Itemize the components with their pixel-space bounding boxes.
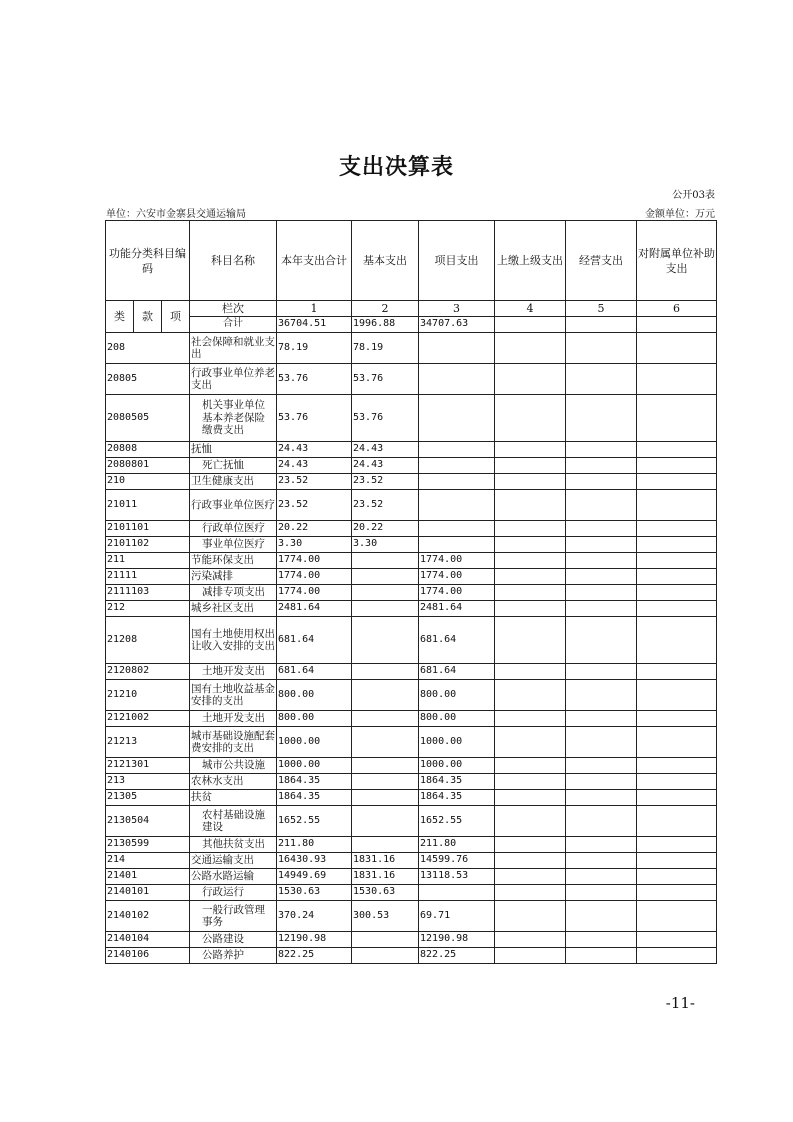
- row-name: 卫生健康支出: [190, 474, 277, 490]
- row-code: 20808: [106, 442, 190, 458]
- table-row: [106, 806, 717, 837]
- row-code: 212: [106, 601, 190, 617]
- col-number-4: 4: [495, 301, 566, 317]
- col-number-3: 3: [419, 301, 495, 317]
- row-total: 3.30: [277, 537, 352, 553]
- table-row: [106, 601, 717, 617]
- row-name: 事业单位医疗: [190, 537, 277, 553]
- row-project: 1774.00: [419, 585, 495, 601]
- header-project: 项目支出: [419, 221, 495, 301]
- table-row: [106, 664, 717, 680]
- row-business: [566, 806, 637, 837]
- row-business: [566, 758, 637, 774]
- row-subsidy: [637, 948, 717, 964]
- row-business: [566, 664, 637, 680]
- row-code: 2120802: [106, 664, 190, 680]
- row-business: [566, 601, 637, 617]
- row-basic: [352, 727, 419, 758]
- row-name: 行政单位医疗: [190, 521, 277, 537]
- row-upper: [495, 601, 566, 617]
- row-total: 23.52: [277, 474, 352, 490]
- row-subsidy: [637, 869, 717, 885]
- sum-row: [106, 317, 717, 333]
- row-subsidy: [637, 333, 717, 364]
- row-name: 抚恤: [190, 442, 277, 458]
- row-business: [566, 569, 637, 585]
- header-name: 科目名称: [190, 221, 277, 301]
- row-project: 1864.35: [419, 774, 495, 790]
- row-name: 公路水路运输: [190, 869, 277, 885]
- row-basic: 20.22: [352, 521, 419, 537]
- row-basic: [352, 553, 419, 569]
- table-row: [106, 474, 717, 490]
- row-name: 死亡抚恤: [190, 458, 277, 474]
- row-subsidy: [637, 932, 717, 948]
- row-code: 2140106: [106, 948, 190, 964]
- row-total: 1000.00: [277, 727, 352, 758]
- row-basic: [352, 948, 419, 964]
- table-row: [106, 458, 717, 474]
- row-name: 农林水支出: [190, 774, 277, 790]
- header-business: 经营支出: [566, 221, 637, 301]
- row-code: 21011: [106, 490, 190, 521]
- row-upper: [495, 521, 566, 537]
- row-subsidy: [637, 521, 717, 537]
- table-row: [106, 758, 717, 774]
- row-total: 16430.93: [277, 853, 352, 869]
- row-basic: 53.76: [352, 364, 419, 395]
- row-business: [566, 474, 637, 490]
- row-total: 78.19: [277, 333, 352, 364]
- row-subsidy: [637, 901, 717, 932]
- row-subsidy: [637, 490, 717, 521]
- row-basic: [352, 837, 419, 853]
- table-row: [106, 585, 717, 601]
- row-subsidy: [637, 885, 717, 901]
- row-business: [566, 727, 637, 758]
- table-row: [106, 333, 717, 364]
- row-name: 行政运行: [190, 885, 277, 901]
- row-business: [566, 553, 637, 569]
- row-basic: [352, 774, 419, 790]
- row-subsidy: [637, 853, 717, 869]
- header-xiang: 项: [162, 301, 190, 333]
- row-subsidy: [637, 680, 717, 711]
- row-name: 土地开发支出: [190, 664, 277, 680]
- row-name: 污染减排: [190, 569, 277, 585]
- row-business: [566, 585, 637, 601]
- row-code: 2080801: [106, 458, 190, 474]
- row-project: [419, 490, 495, 521]
- header-kuan: 款: [134, 301, 162, 333]
- row-total: 681.64: [277, 617, 352, 664]
- sum-total: 36704.51: [277, 317, 352, 333]
- row-project: 681.64: [419, 664, 495, 680]
- row-business: [566, 885, 637, 901]
- row-project: 800.00: [419, 680, 495, 711]
- row-total: 2481.64: [277, 601, 352, 617]
- row-upper: [495, 758, 566, 774]
- row-subsidy: [637, 537, 717, 553]
- row-upper: [495, 617, 566, 664]
- row-basic: 1831.16: [352, 853, 419, 869]
- row-project: 681.64: [419, 617, 495, 664]
- row-upper: [495, 932, 566, 948]
- row-name: 公路建设: [190, 932, 277, 948]
- col-number-5: 5: [566, 301, 637, 317]
- row-business: [566, 617, 637, 664]
- row-total: 370.24: [277, 901, 352, 932]
- row-business: [566, 333, 637, 364]
- row-name: 城市公共设施: [190, 758, 277, 774]
- row-total: 1774.00: [277, 585, 352, 601]
- row-code: 2140104: [106, 932, 190, 948]
- row-name: 农村基础设施建设: [190, 806, 277, 837]
- row-project: 1000.00: [419, 758, 495, 774]
- row-subsidy: [637, 758, 717, 774]
- row-code: 2121002: [106, 711, 190, 727]
- row-upper: [495, 806, 566, 837]
- row-project: [419, 364, 495, 395]
- header-code: 功能分类科目编码: [106, 221, 190, 301]
- row-code: 2101102: [106, 537, 190, 553]
- row-total: 822.25: [277, 948, 352, 964]
- row-total: 53.76: [277, 364, 352, 395]
- sum-label: 合计: [190, 317, 277, 333]
- row-code: 2130504: [106, 806, 190, 837]
- row-project: [419, 885, 495, 901]
- row-total: 800.00: [277, 680, 352, 711]
- row-subsidy: [637, 806, 717, 837]
- row-total: 20.22: [277, 521, 352, 537]
- row-upper: [495, 853, 566, 869]
- row-project: [419, 442, 495, 458]
- row-total: 1774.00: [277, 553, 352, 569]
- row-name: 行政事业单位医疗: [190, 490, 277, 521]
- table-row: [106, 680, 717, 711]
- table-row: [106, 537, 717, 553]
- row-basic: 24.43: [352, 458, 419, 474]
- row-project: 69.71: [419, 901, 495, 932]
- row-code: 21208: [106, 617, 190, 664]
- row-name: 行政事业单位养老支出: [190, 364, 277, 395]
- table-row: [106, 569, 717, 585]
- row-code: 211: [106, 553, 190, 569]
- row-subsidy: [637, 442, 717, 458]
- row-project: [419, 333, 495, 364]
- unit-label: 单位：六安市金寨县交通运输局: [106, 209, 246, 220]
- col-number-2: 2: [352, 301, 419, 317]
- row-basic: 300.53: [352, 901, 419, 932]
- row-upper: [495, 790, 566, 806]
- table-row: [106, 553, 717, 569]
- row-name: 扶贫: [190, 790, 277, 806]
- row-project: 211.80: [419, 837, 495, 853]
- row-project: 1000.00: [419, 727, 495, 758]
- table-row: [106, 521, 717, 537]
- row-project: 12190.98: [419, 932, 495, 948]
- row-project: [419, 537, 495, 553]
- row-name: 城市基础设施配套费安排的支出: [190, 727, 277, 758]
- row-upper: [495, 901, 566, 932]
- row-subsidy: [637, 617, 717, 664]
- row-basic: [352, 932, 419, 948]
- row-business: [566, 711, 637, 727]
- row-total: 1530.63: [277, 885, 352, 901]
- row-total: 12190.98: [277, 932, 352, 948]
- row-business: [566, 458, 637, 474]
- row-code: 2111103: [106, 585, 190, 601]
- row-basic: 24.43: [352, 442, 419, 458]
- row-basic: [352, 758, 419, 774]
- row-basic: [352, 585, 419, 601]
- row-business: [566, 395, 637, 442]
- page-number: -11-: [665, 994, 695, 1012]
- row-upper: [495, 553, 566, 569]
- row-business: [566, 521, 637, 537]
- row-total: 14949.69: [277, 869, 352, 885]
- row-basic: [352, 680, 419, 711]
- table-row: [106, 727, 717, 758]
- row-name: 土地开发支出: [190, 711, 277, 727]
- row-name: 其他扶贫支出: [190, 837, 277, 853]
- row-upper: [495, 474, 566, 490]
- row-code: 21210: [106, 680, 190, 711]
- row-subsidy: [637, 711, 717, 727]
- row-basic: [352, 569, 419, 585]
- row-project: [419, 395, 495, 442]
- row-name: 国有土地收益基金安排的支出: [190, 680, 277, 711]
- row-business: [566, 774, 637, 790]
- row-name: 机关事业单位基本养老保险缴费支出: [190, 395, 277, 442]
- row-business: [566, 837, 637, 853]
- row-basic: 78.19: [352, 333, 419, 364]
- row-business: [566, 680, 637, 711]
- col-number-6: 6: [637, 301, 717, 317]
- table-row: [106, 837, 717, 853]
- row-upper: [495, 680, 566, 711]
- row-subsidy: [637, 364, 717, 395]
- row-code: 21305: [106, 790, 190, 806]
- row-business: [566, 901, 637, 932]
- row-code: 21111: [106, 569, 190, 585]
- row-total: 1652.55: [277, 806, 352, 837]
- table-row: [106, 442, 717, 458]
- row-total: 1864.35: [277, 790, 352, 806]
- row-basic: [352, 617, 419, 664]
- table-row: [106, 948, 717, 964]
- table-row: [106, 932, 717, 948]
- row-subsidy: [637, 395, 717, 442]
- row-basic: [352, 790, 419, 806]
- row-business: [566, 932, 637, 948]
- row-code: 2140101: [106, 885, 190, 901]
- row-business: [566, 790, 637, 806]
- header-basic: 基本支出: [352, 221, 419, 301]
- row-total: 53.76: [277, 395, 352, 442]
- row-basic: 3.30: [352, 537, 419, 553]
- row-code: 213: [106, 774, 190, 790]
- row-business: [566, 442, 637, 458]
- row-subsidy: [637, 774, 717, 790]
- row-total: 24.43: [277, 442, 352, 458]
- row-business: [566, 948, 637, 964]
- row-total: 23.52: [277, 490, 352, 521]
- row-total: 1864.35: [277, 774, 352, 790]
- row-name: 节能环保支出: [190, 553, 277, 569]
- row-subsidy: [637, 727, 717, 758]
- col-number-1: 1: [277, 301, 352, 317]
- row-code: 2101101: [106, 521, 190, 537]
- row-code: 2140102: [106, 901, 190, 932]
- row-subsidy: [637, 601, 717, 617]
- row-upper: [495, 664, 566, 680]
- row-basic: [352, 664, 419, 680]
- row-name: 社会保障和就业支出: [190, 333, 277, 364]
- sum-project: 34707.63: [419, 317, 495, 333]
- row-basic: 1831.16: [352, 869, 419, 885]
- table-row: [106, 885, 717, 901]
- row-project: 1774.00: [419, 569, 495, 585]
- page-title: 支出决算表: [338, 155, 454, 180]
- row-total: 211.80: [277, 837, 352, 853]
- row-subsidy: [637, 790, 717, 806]
- row-upper: [495, 442, 566, 458]
- row-subsidy: [637, 553, 717, 569]
- row-code: 2121301: [106, 758, 190, 774]
- row-project: [419, 521, 495, 537]
- table-row: [106, 790, 717, 806]
- table-row: [106, 490, 717, 521]
- row-project: 14599.76: [419, 853, 495, 869]
- header-lei: 类: [106, 301, 134, 333]
- row-project: [419, 458, 495, 474]
- row-subsidy: [637, 569, 717, 585]
- row-name: 城乡社区支出: [190, 601, 277, 617]
- table-row: [106, 901, 717, 932]
- row-total: 1000.00: [277, 758, 352, 774]
- row-name: 国有土地使用权出让收入安排的支出: [190, 617, 277, 664]
- row-basic: [352, 806, 419, 837]
- row-project: 822.25: [419, 948, 495, 964]
- row-upper: [495, 490, 566, 521]
- row-project: 1774.00: [419, 553, 495, 569]
- row-upper: [495, 869, 566, 885]
- row-basic: 23.52: [352, 490, 419, 521]
- row-name: 公路养护: [190, 948, 277, 964]
- row-business: [566, 869, 637, 885]
- row-business: [566, 364, 637, 395]
- row-upper: [495, 774, 566, 790]
- header-total: 本年支出合计: [277, 221, 352, 301]
- row-code: 208: [106, 333, 190, 364]
- row-upper: [495, 395, 566, 442]
- row-basic: [352, 601, 419, 617]
- header-subsidy: 对附属单位补助支出: [637, 221, 717, 301]
- money-unit: 金额单位：万元: [645, 209, 715, 220]
- row-subsidy: [637, 664, 717, 680]
- row-upper: [495, 727, 566, 758]
- row-upper: [495, 537, 566, 553]
- row-upper: [495, 458, 566, 474]
- row-basic: 23.52: [352, 474, 419, 490]
- row-project: [419, 474, 495, 490]
- table-row: [106, 869, 717, 885]
- table-row: [106, 774, 717, 790]
- row-name: 减排专项支出: [190, 585, 277, 601]
- row-upper: [495, 569, 566, 585]
- row-upper: [495, 364, 566, 395]
- row-code: 214: [106, 853, 190, 869]
- row-name: 交通运输支出: [190, 853, 277, 869]
- row-upper: [495, 885, 566, 901]
- table-number: 公开03表: [672, 190, 715, 201]
- row-total: 24.43: [277, 458, 352, 474]
- row-project: 800.00: [419, 711, 495, 727]
- row-code: 2080505: [106, 395, 190, 442]
- row-subsidy: [637, 585, 717, 601]
- table-row: [106, 711, 717, 727]
- sum-basic: 1996.88: [352, 317, 419, 333]
- row-code: 21401: [106, 869, 190, 885]
- row-subsidy: [637, 474, 717, 490]
- row-business: [566, 490, 637, 521]
- row-basic: [352, 711, 419, 727]
- row-basic: 1530.63: [352, 885, 419, 901]
- row-subsidy: [637, 458, 717, 474]
- table-row: [106, 364, 717, 395]
- row-basic: 53.76: [352, 395, 419, 442]
- row-project: 1652.55: [419, 806, 495, 837]
- row-code: 2130599: [106, 837, 190, 853]
- row-upper: [495, 585, 566, 601]
- table-row: [106, 853, 717, 869]
- row-name: 一般行政管理事务: [190, 901, 277, 932]
- row-upper: [495, 837, 566, 853]
- row-project: 1864.35: [419, 790, 495, 806]
- row-project: 13118.53: [419, 869, 495, 885]
- header-upper: 上缴上级支出: [495, 221, 566, 301]
- row-total: 681.64: [277, 664, 352, 680]
- row-upper: [495, 948, 566, 964]
- row-code: 20805: [106, 364, 190, 395]
- expenditure-table: [105, 220, 717, 964]
- row-upper: [495, 333, 566, 364]
- row-total: 1774.00: [277, 569, 352, 585]
- row-total: 800.00: [277, 711, 352, 727]
- row-business: [566, 537, 637, 553]
- table-row: [106, 395, 717, 442]
- row-code: 21213: [106, 727, 190, 758]
- row-subsidy: [637, 837, 717, 853]
- row-upper: [495, 711, 566, 727]
- row-project: 2481.64: [419, 601, 495, 617]
- row-business: [566, 853, 637, 869]
- header-lanci: 栏次: [190, 301, 277, 317]
- row-code: 210: [106, 474, 190, 490]
- table-row: [106, 617, 717, 664]
